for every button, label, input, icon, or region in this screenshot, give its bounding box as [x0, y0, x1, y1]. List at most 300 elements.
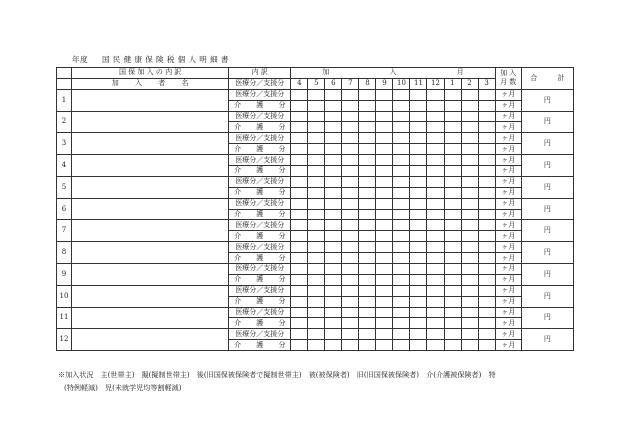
- month-cell[interactable]: [478, 111, 495, 122]
- month-cell[interactable]: [376, 307, 393, 318]
- member-name-cell[interactable]: [72, 111, 229, 133]
- month-cell[interactable]: [325, 340, 342, 351]
- month-cell[interactable]: [325, 264, 342, 275]
- month-cell[interactable]: [444, 340, 461, 351]
- month-cell[interactable]: [410, 340, 427, 351]
- month-cell[interactable]: [325, 307, 342, 318]
- month-cell[interactable]: [410, 111, 427, 122]
- month-cell[interactable]: [342, 166, 359, 177]
- month-cell[interactable]: [359, 340, 376, 351]
- month-cell[interactable]: [478, 274, 495, 285]
- month-cell[interactable]: [325, 144, 342, 155]
- month-cell[interactable]: [376, 133, 393, 144]
- month-cell[interactable]: [376, 264, 393, 275]
- month-cell[interactable]: [359, 133, 376, 144]
- month-cell[interactable]: [291, 253, 308, 264]
- month-cell[interactable]: [342, 242, 359, 253]
- month-cell[interactable]: [427, 111, 444, 122]
- month-cell[interactable]: [393, 155, 410, 166]
- month-cell[interactable]: [359, 231, 376, 242]
- member-name-cell[interactable]: [72, 285, 229, 307]
- month-cell[interactable]: [444, 264, 461, 275]
- month-cell[interactable]: [308, 100, 325, 111]
- month-cell[interactable]: [342, 253, 359, 264]
- month-cell[interactable]: [308, 122, 325, 133]
- month-cell[interactable]: [393, 231, 410, 242]
- month-cell[interactable]: [410, 329, 427, 340]
- month-cell[interactable]: [308, 274, 325, 285]
- month-cell[interactable]: [342, 187, 359, 198]
- month-cell[interactable]: [461, 318, 478, 329]
- month-cell[interactable]: [478, 166, 495, 177]
- month-cell[interactable]: [291, 242, 308, 253]
- month-cell[interactable]: [427, 340, 444, 351]
- month-cell[interactable]: [325, 329, 342, 340]
- month-cell[interactable]: [478, 285, 495, 296]
- month-cell[interactable]: [444, 187, 461, 198]
- month-cell[interactable]: [393, 296, 410, 307]
- month-cell[interactable]: [325, 133, 342, 144]
- month-cell[interactable]: [444, 176, 461, 187]
- month-cell[interactable]: [308, 242, 325, 253]
- month-cell[interactable]: [291, 329, 308, 340]
- member-name-cell[interactable]: [72, 264, 229, 286]
- month-cell[interactable]: [444, 133, 461, 144]
- month-cell[interactable]: [342, 318, 359, 329]
- month-cell[interactable]: [308, 198, 325, 209]
- month-cell[interactable]: [444, 111, 461, 122]
- month-cell[interactable]: [325, 242, 342, 253]
- month-cell[interactable]: [308, 209, 325, 220]
- month-cell[interactable]: [410, 231, 427, 242]
- month-cell[interactable]: [359, 220, 376, 231]
- month-cell[interactable]: [410, 198, 427, 209]
- month-cell[interactable]: [461, 133, 478, 144]
- month-cell[interactable]: [444, 274, 461, 285]
- month-cell[interactable]: [291, 274, 308, 285]
- month-cell[interactable]: [410, 187, 427, 198]
- month-cell[interactable]: [308, 187, 325, 198]
- month-cell[interactable]: [444, 285, 461, 296]
- month-cell[interactable]: [376, 220, 393, 231]
- month-cell[interactable]: [410, 166, 427, 177]
- month-cell[interactable]: [444, 209, 461, 220]
- month-cell[interactable]: [444, 307, 461, 318]
- month-cell[interactable]: [393, 253, 410, 264]
- month-cell[interactable]: [478, 133, 495, 144]
- month-cell[interactable]: [410, 264, 427, 275]
- month-cell[interactable]: [325, 166, 342, 177]
- month-cell[interactable]: [308, 264, 325, 275]
- month-cell[interactable]: [393, 220, 410, 231]
- month-cell[interactable]: [291, 166, 308, 177]
- member-name-cell[interactable]: [72, 242, 229, 264]
- month-cell[interactable]: [325, 285, 342, 296]
- month-cell[interactable]: [478, 242, 495, 253]
- month-cell[interactable]: [308, 89, 325, 100]
- month-cell[interactable]: [376, 340, 393, 351]
- month-cell[interactable]: [461, 285, 478, 296]
- month-cell[interactable]: [410, 155, 427, 166]
- month-cell[interactable]: [461, 296, 478, 307]
- month-cell[interactable]: [427, 242, 444, 253]
- month-cell[interactable]: [359, 100, 376, 111]
- month-cell[interactable]: [359, 166, 376, 177]
- month-cell[interactable]: [478, 100, 495, 111]
- month-cell[interactable]: [359, 144, 376, 155]
- month-cell[interactable]: [376, 274, 393, 285]
- month-cell[interactable]: [444, 329, 461, 340]
- month-cell[interactable]: [478, 122, 495, 133]
- month-cell[interactable]: [410, 176, 427, 187]
- month-cell[interactable]: [342, 144, 359, 155]
- month-cell[interactable]: [359, 253, 376, 264]
- month-cell[interactable]: [325, 318, 342, 329]
- month-cell[interactable]: [376, 100, 393, 111]
- month-cell[interactable]: [410, 209, 427, 220]
- month-cell[interactable]: [291, 307, 308, 318]
- month-cell[interactable]: [325, 296, 342, 307]
- member-name-cell[interactable]: [72, 133, 229, 155]
- month-cell[interactable]: [291, 220, 308, 231]
- month-cell[interactable]: [461, 100, 478, 111]
- month-cell[interactable]: [427, 209, 444, 220]
- month-cell[interactable]: [359, 242, 376, 253]
- month-cell[interactable]: [308, 155, 325, 166]
- month-cell[interactable]: [461, 187, 478, 198]
- month-cell[interactable]: [308, 296, 325, 307]
- month-cell[interactable]: [291, 133, 308, 144]
- month-cell[interactable]: [427, 133, 444, 144]
- month-cell[interactable]: [342, 155, 359, 166]
- month-cell[interactable]: [291, 144, 308, 155]
- month-cell[interactable]: [393, 264, 410, 275]
- month-cell[interactable]: [325, 122, 342, 133]
- member-name-cell[interactable]: [72, 329, 229, 351]
- month-cell[interactable]: [461, 198, 478, 209]
- month-cell[interactable]: [461, 166, 478, 177]
- month-cell[interactable]: [461, 307, 478, 318]
- month-cell[interactable]: [376, 111, 393, 122]
- month-cell[interactable]: [444, 166, 461, 177]
- month-cell[interactable]: [291, 231, 308, 242]
- month-cell[interactable]: [291, 209, 308, 220]
- month-cell[interactable]: [427, 122, 444, 133]
- month-cell[interactable]: [342, 296, 359, 307]
- month-cell[interactable]: [461, 155, 478, 166]
- month-cell[interactable]: [342, 133, 359, 144]
- member-name-cell[interactable]: [72, 307, 229, 329]
- month-cell[interactable]: [478, 307, 495, 318]
- month-cell[interactable]: [444, 144, 461, 155]
- month-cell[interactable]: [427, 296, 444, 307]
- month-cell[interactable]: [427, 155, 444, 166]
- month-cell[interactable]: [427, 187, 444, 198]
- month-cell[interactable]: [444, 231, 461, 242]
- month-cell[interactable]: [325, 100, 342, 111]
- month-cell[interactable]: [308, 166, 325, 177]
- month-cell[interactable]: [478, 187, 495, 198]
- month-cell[interactable]: [410, 307, 427, 318]
- month-cell[interactable]: [461, 242, 478, 253]
- month-cell[interactable]: [478, 155, 495, 166]
- month-cell[interactable]: [478, 231, 495, 242]
- month-cell[interactable]: [308, 220, 325, 231]
- month-cell[interactable]: [393, 100, 410, 111]
- month-cell[interactable]: [291, 187, 308, 198]
- month-cell[interactable]: [291, 111, 308, 122]
- month-cell[interactable]: [461, 329, 478, 340]
- month-cell[interactable]: [478, 220, 495, 231]
- month-cell[interactable]: [325, 198, 342, 209]
- month-cell[interactable]: [478, 209, 495, 220]
- month-cell[interactable]: [359, 155, 376, 166]
- month-cell[interactable]: [308, 285, 325, 296]
- month-cell[interactable]: [410, 100, 427, 111]
- month-cell[interactable]: [461, 89, 478, 100]
- month-cell[interactable]: [342, 264, 359, 275]
- month-cell[interactable]: [461, 144, 478, 155]
- month-cell[interactable]: [376, 285, 393, 296]
- month-cell[interactable]: [410, 122, 427, 133]
- month-cell[interactable]: [376, 296, 393, 307]
- month-cell[interactable]: [427, 231, 444, 242]
- month-cell[interactable]: [342, 329, 359, 340]
- month-cell[interactable]: [478, 296, 495, 307]
- month-cell[interactable]: [359, 296, 376, 307]
- month-cell[interactable]: [325, 209, 342, 220]
- month-cell[interactable]: [325, 155, 342, 166]
- month-cell[interactable]: [461, 122, 478, 133]
- month-cell[interactable]: [291, 198, 308, 209]
- month-cell[interactable]: [376, 176, 393, 187]
- member-name-cell[interactable]: [72, 89, 229, 111]
- month-cell[interactable]: [342, 111, 359, 122]
- month-cell[interactable]: [342, 100, 359, 111]
- month-cell[interactable]: [461, 340, 478, 351]
- month-cell[interactable]: [478, 176, 495, 187]
- month-cell[interactable]: [359, 111, 376, 122]
- month-cell[interactable]: [478, 264, 495, 275]
- month-cell[interactable]: [461, 253, 478, 264]
- month-cell[interactable]: [308, 253, 325, 264]
- month-cell[interactable]: [393, 318, 410, 329]
- month-cell[interactable]: [478, 318, 495, 329]
- month-cell[interactable]: [308, 111, 325, 122]
- month-cell[interactable]: [325, 89, 342, 100]
- month-cell[interactable]: [359, 198, 376, 209]
- month-cell[interactable]: [291, 176, 308, 187]
- month-cell[interactable]: [291, 285, 308, 296]
- month-cell[interactable]: [427, 329, 444, 340]
- month-cell[interactable]: [291, 318, 308, 329]
- month-cell[interactable]: [444, 155, 461, 166]
- month-cell[interactable]: [478, 329, 495, 340]
- month-cell[interactable]: [376, 318, 393, 329]
- month-cell[interactable]: [291, 100, 308, 111]
- month-cell[interactable]: [342, 209, 359, 220]
- month-cell[interactable]: [342, 340, 359, 351]
- month-cell[interactable]: [393, 274, 410, 285]
- month-cell[interactable]: [393, 144, 410, 155]
- month-cell[interactable]: [393, 285, 410, 296]
- month-cell[interactable]: [376, 166, 393, 177]
- month-cell[interactable]: [376, 198, 393, 209]
- month-cell[interactable]: [461, 231, 478, 242]
- month-cell[interactable]: [393, 307, 410, 318]
- month-cell[interactable]: [359, 89, 376, 100]
- member-name-cell[interactable]: [72, 176, 229, 198]
- month-cell[interactable]: [410, 242, 427, 253]
- month-cell[interactable]: [376, 144, 393, 155]
- month-cell[interactable]: [461, 111, 478, 122]
- month-cell[interactable]: [427, 318, 444, 329]
- month-cell[interactable]: [325, 111, 342, 122]
- month-cell[interactable]: [393, 111, 410, 122]
- month-cell[interactable]: [393, 329, 410, 340]
- month-cell[interactable]: [393, 89, 410, 100]
- month-cell[interactable]: [359, 307, 376, 318]
- month-cell[interactable]: [376, 155, 393, 166]
- month-cell[interactable]: [410, 285, 427, 296]
- month-cell[interactable]: [342, 231, 359, 242]
- month-cell[interactable]: [427, 89, 444, 100]
- month-cell[interactable]: [325, 231, 342, 242]
- month-cell[interactable]: [342, 285, 359, 296]
- month-cell[interactable]: [444, 253, 461, 264]
- month-cell[interactable]: [376, 329, 393, 340]
- month-cell[interactable]: [444, 318, 461, 329]
- month-cell[interactable]: [410, 220, 427, 231]
- month-cell[interactable]: [444, 198, 461, 209]
- month-cell[interactable]: [291, 296, 308, 307]
- month-cell[interactable]: [342, 122, 359, 133]
- month-cell[interactable]: [342, 220, 359, 231]
- month-cell[interactable]: [410, 296, 427, 307]
- month-cell[interactable]: [325, 176, 342, 187]
- month-cell[interactable]: [325, 220, 342, 231]
- month-cell[interactable]: [291, 340, 308, 351]
- month-cell[interactable]: [427, 144, 444, 155]
- month-cell[interactable]: [444, 296, 461, 307]
- month-cell[interactable]: [359, 187, 376, 198]
- month-cell[interactable]: [444, 100, 461, 111]
- month-cell[interactable]: [393, 133, 410, 144]
- month-cell[interactable]: [427, 220, 444, 231]
- month-cell[interactable]: [393, 187, 410, 198]
- month-cell[interactable]: [410, 144, 427, 155]
- month-cell[interactable]: [359, 209, 376, 220]
- month-cell[interactable]: [291, 89, 308, 100]
- month-cell[interactable]: [308, 176, 325, 187]
- month-cell[interactable]: [291, 264, 308, 275]
- month-cell[interactable]: [427, 166, 444, 177]
- month-cell[interactable]: [427, 100, 444, 111]
- month-cell[interactable]: [461, 274, 478, 285]
- month-cell[interactable]: [393, 122, 410, 133]
- month-cell[interactable]: [410, 89, 427, 100]
- month-cell[interactable]: [393, 166, 410, 177]
- month-cell[interactable]: [478, 198, 495, 209]
- month-cell[interactable]: [308, 329, 325, 340]
- month-cell[interactable]: [325, 274, 342, 285]
- member-name-cell[interactable]: [72, 198, 229, 220]
- month-cell[interactable]: [308, 133, 325, 144]
- month-cell[interactable]: [427, 253, 444, 264]
- month-cell[interactable]: [444, 220, 461, 231]
- month-cell[interactable]: [410, 274, 427, 285]
- month-cell[interactable]: [410, 133, 427, 144]
- month-cell[interactable]: [427, 198, 444, 209]
- month-cell[interactable]: [342, 274, 359, 285]
- month-cell[interactable]: [308, 144, 325, 155]
- month-cell[interactable]: [427, 176, 444, 187]
- month-cell[interactable]: [427, 285, 444, 296]
- month-cell[interactable]: [308, 318, 325, 329]
- month-cell[interactable]: [308, 231, 325, 242]
- month-cell[interactable]: [291, 122, 308, 133]
- month-cell[interactable]: [359, 264, 376, 275]
- month-cell[interactable]: [342, 307, 359, 318]
- month-cell[interactable]: [342, 89, 359, 100]
- month-cell[interactable]: [359, 318, 376, 329]
- month-cell[interactable]: [376, 231, 393, 242]
- month-cell[interactable]: [376, 122, 393, 133]
- month-cell[interactable]: [410, 318, 427, 329]
- month-cell[interactable]: [478, 253, 495, 264]
- member-name-cell[interactable]: [72, 220, 229, 242]
- month-cell[interactable]: [359, 122, 376, 133]
- month-cell[interactable]: [461, 264, 478, 275]
- month-cell[interactable]: [461, 220, 478, 231]
- month-cell[interactable]: [376, 242, 393, 253]
- month-cell[interactable]: [393, 242, 410, 253]
- month-cell[interactable]: [359, 176, 376, 187]
- month-cell[interactable]: [325, 187, 342, 198]
- month-cell[interactable]: [410, 253, 427, 264]
- month-cell[interactable]: [393, 209, 410, 220]
- month-cell[interactable]: [376, 209, 393, 220]
- month-cell[interactable]: [308, 340, 325, 351]
- month-cell[interactable]: [393, 198, 410, 209]
- month-cell[interactable]: [393, 340, 410, 351]
- month-cell[interactable]: [427, 264, 444, 275]
- month-cell[interactable]: [478, 340, 495, 351]
- month-cell[interactable]: [359, 285, 376, 296]
- month-cell[interactable]: [478, 144, 495, 155]
- month-cell[interactable]: [359, 274, 376, 285]
- month-cell[interactable]: [427, 307, 444, 318]
- month-cell[interactable]: [444, 242, 461, 253]
- month-cell[interactable]: [444, 122, 461, 133]
- month-cell[interactable]: [376, 89, 393, 100]
- month-cell[interactable]: [461, 209, 478, 220]
- month-cell[interactable]: [376, 253, 393, 264]
- month-cell[interactable]: [325, 253, 342, 264]
- month-cell[interactable]: [359, 329, 376, 340]
- member-name-cell[interactable]: [72, 155, 229, 177]
- month-cell[interactable]: [444, 89, 461, 100]
- month-cell[interactable]: [308, 307, 325, 318]
- month-cell[interactable]: [393, 176, 410, 187]
- month-cell[interactable]: [342, 198, 359, 209]
- month-cell[interactable]: [461, 176, 478, 187]
- month-cell[interactable]: [427, 274, 444, 285]
- month-cell[interactable]: [291, 155, 308, 166]
- month-cell[interactable]: [376, 187, 393, 198]
- month-cell[interactable]: [342, 176, 359, 187]
- month-cell[interactable]: [478, 89, 495, 100]
